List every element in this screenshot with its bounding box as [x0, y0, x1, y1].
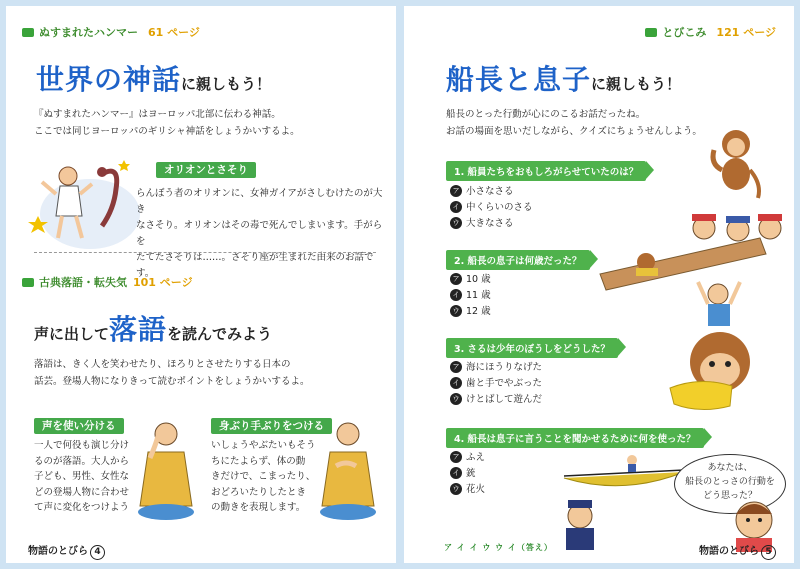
left-headline-big: 世界の神話 [36, 63, 182, 96]
rakugo-headline-a: 声に出して [34, 325, 110, 343]
rakugo-headline-big: 落語 [109, 313, 168, 346]
answer-key-text: ア イ イ ウ ウ イ（答え） [444, 543, 553, 552]
left-footer-text: 物語のとびら [28, 546, 88, 557]
right-intro-line1: 船長のとった行動が心にのこるお話だったね。 [446, 109, 646, 120]
rakugo-gesture-illustration [316, 416, 380, 524]
book-icon [645, 28, 657, 37]
left-header-title: ぬすまれたハンマー [39, 26, 138, 39]
tip2-tag-wrap [211, 414, 332, 433]
quiz-option[interactable]: イ 銃 [450, 466, 485, 482]
quiz-option[interactable]: ア ふえ [450, 450, 485, 466]
left-headline [36, 58, 271, 98]
tip1-text [34, 438, 144, 516]
story-text [136, 186, 388, 282]
left-intro-line1: 『ぬすまれたハンマー』はヨーロッパ北部に伝わる神話。 [34, 109, 281, 120]
tip1-line: るのが落語。大人から [34, 455, 130, 467]
bubble-line: あなたは、 [707, 463, 753, 473]
tip1-tag: 声を使い分ける [34, 418, 124, 434]
right-headline-small: に親しもう！ [591, 75, 682, 93]
quiz-option[interactable]: ウ けとばして遊んだ [450, 392, 542, 408]
story-line: たてたさそりは……。さそり座が生まれた由来のお話です。 [136, 252, 374, 279]
section2-title: 古典落語・転失気 [39, 276, 127, 289]
quiz-option[interactable]: ウ 大きなさる [450, 216, 533, 232]
story-tag: オリオンとさそり [156, 162, 256, 178]
captain-tightrope-illustration [554, 446, 694, 551]
rakugo-line1: 落語は、きく人を笑わせたり、ほろりとさせたりする日本の [34, 359, 291, 370]
monkey-hat-illustration [640, 326, 780, 421]
right-headline-big: 船長と息子 [446, 63, 592, 96]
tip2-line: きだけで、こまったり、 [211, 471, 316, 482]
tip1-line: 一人で何役も演じ分け [34, 440, 130, 451]
quiz-question-4: 4. 船長は息子に言うことを聞かせるために何を使った？ [446, 428, 704, 448]
tip2-tag: 身ぶり手ぶりをつける [211, 418, 332, 434]
quiz-option[interactable]: ア 海にほうりなげた [450, 360, 542, 376]
rakugo-headline [34, 308, 272, 348]
right-page [404, 6, 794, 563]
right-intro-line2: お話の場面を思いだしながら、クイズにちょうせんしよう。 [446, 126, 702, 137]
left-header-page[interactable]: 61 ページ [148, 26, 200, 39]
quiz-question-1: 1. 船員たちをおもしろがらせていたのは？ [446, 161, 646, 181]
tip2-line: の動きを表現します。 [211, 502, 306, 513]
right-header-title: とびこみ [662, 26, 707, 39]
quiz-option[interactable]: イ 歯と手でやぶった [450, 376, 542, 392]
orion-scorpion-illustration [20, 154, 140, 249]
quiz-question-3: 3. さるは少年のぼうしをどうした？ [446, 338, 618, 358]
section2-header [22, 274, 193, 290]
quiz-option[interactable]: ア 小さなさる [450, 184, 533, 200]
rakugo-line2: 話芸。登場人物になりきって読むポイントをしょうかいするよ。 [34, 376, 310, 387]
tip2-line: いしょうやぶたいもそう [211, 440, 316, 451]
book-icon [22, 278, 34, 287]
right-footer-text: 物語のとびら [699, 546, 759, 557]
right-headline [446, 58, 681, 98]
right-header-page[interactable]: 121 ページ [716, 26, 776, 39]
quiz-options-4 [450, 450, 485, 498]
left-footer [28, 542, 105, 560]
left-page [6, 6, 396, 563]
tip2-line: ちにたよらず、体の動 [211, 455, 306, 467]
left-intro [34, 106, 384, 140]
right-header [645, 24, 776, 40]
book-icon [22, 28, 34, 37]
quiz-question-2: 2. 船長の息子は何歳だった？ [446, 250, 590, 270]
quiz-option[interactable]: ウ 花火 [450, 482, 485, 498]
tip1-line: どの登場人物に合わせ [34, 486, 130, 498]
quiz-option[interactable]: イ 中くらいのさる [450, 200, 533, 216]
quiz-options-3 [450, 360, 542, 408]
story-tag-wrap [156, 158, 256, 177]
tip1-line: 子ども、男性、女性な [34, 471, 130, 482]
left-headline-small: に親しもう！ [181, 75, 272, 93]
left-page-number: 4 [90, 545, 105, 560]
quiz-options-1 [450, 184, 533, 232]
tip1-line: て声に変化をつけよう [34, 502, 130, 513]
boy-monkey-mast-illustration [590, 234, 770, 329]
monkey-illustration [704, 124, 770, 204]
left-divider [34, 252, 376, 253]
rakugo-headline-b: を読んでみよう [167, 325, 273, 343]
rakugo-performer-illustration [136, 416, 198, 524]
story-line: らんぼう者のオリオンに、女神ガイアがさしむけたのが大き [136, 188, 383, 215]
right-footer [699, 542, 776, 560]
tip1-tag-wrap [34, 414, 124, 433]
left-header [22, 24, 200, 40]
bubble-line: どう思った？ [702, 491, 757, 501]
quiz-option[interactable]: ウ 12 歳 [450, 304, 491, 320]
quiz-option[interactable]: イ 11 歳 [450, 288, 491, 304]
story-line: なさそり。オリオンはその毒で死んでしまいます。手がらを [136, 220, 383, 247]
quiz-options-2 [450, 272, 491, 320]
section2-page[interactable]: 101 ページ [133, 276, 193, 289]
right-page-number: 5 [761, 545, 776, 560]
answer-key [444, 542, 553, 553]
left-intro-line2: ここでは同じヨーロッパのギリシャ神話をしょうかいするよ。 [34, 126, 300, 137]
tip2-line: おどろいたりしたとき [211, 486, 307, 498]
rakugo-intro [34, 356, 384, 390]
bubble-line: 船長のとっさの行動を [685, 477, 775, 487]
tip2-text [211, 438, 321, 516]
quiz-option[interactable]: ア 10 歳 [450, 272, 491, 288]
